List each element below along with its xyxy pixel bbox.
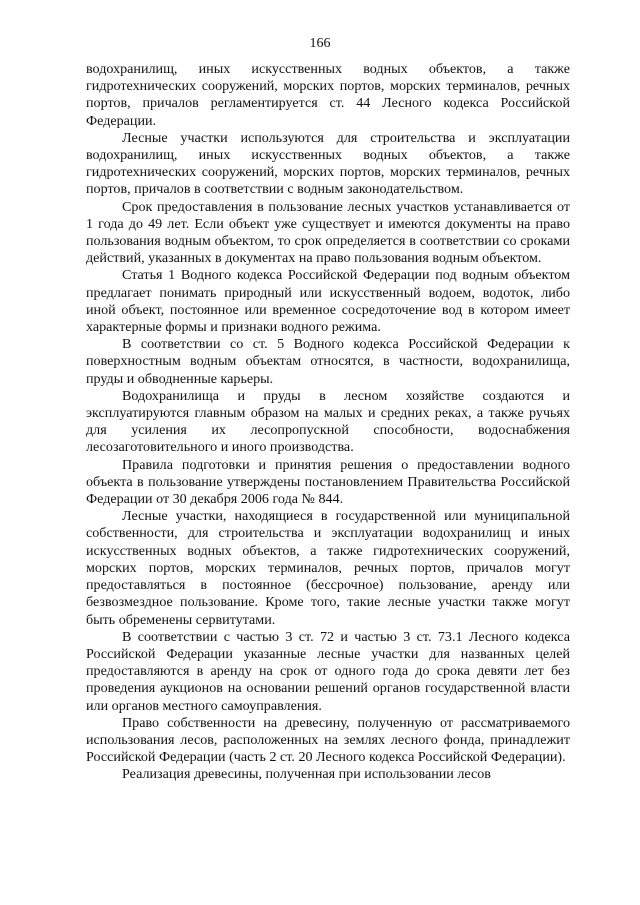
paragraph: Статья 1 Водного кодекса Российской Федерации под водным объектом предлагает понимать природный или искусственный водоем, водоток, либо иной объект, постоянное или временное сосредоточение вод в котором имеет характерные формы и признаки водного режима. <box>86 267 570 336</box>
paragraph: Водохранилища и пруды в лесном хозяйстве создаются и эксплуатируются главным образом на малых и средних реках, а также ручьях для усиления их лесопропускной способности, водоснабжения лесозаготовительного и иного производства. <box>86 387 570 456</box>
paragraph: В соответствии со ст. 5 Водного кодекса Российской Федерации к поверхностным водным объектам относятся, в частности, водохранилища, пруды и обводненные карьеры. <box>86 336 570 387</box>
body-text <box>86 61 570 784</box>
paragraph: Срок предоставления в пользование лесных участков устанавливается от 1 года до 49 лет. Если объект уже существует и имеются документы на право пользования водным объектом, то срок определяется в соответствии со сроками действий, указанных в документах на право пользования водным объектом. <box>86 198 570 267</box>
paragraph: водохранилищ, иных искусственных водных объектов, а также гидротехнических сооружений, морских портов, морских терминалов, речных портов, причалов регламентируется ст. 44 Лесного кодекса Российской Федерации. <box>86 61 570 129</box>
page-number: 166 <box>309 36 331 51</box>
paragraph: В соответствии с частью 3 ст. 72 и частью 3 ст. 73.1 Лесного кодекса Российской Федерации указанные лесные участки для названных целей предоставляются в аренду на срок от одного года до срока девяти лет без проведения аукционов на основании решений органов государственной власти или органов местного самоуправления. <box>86 628 570 714</box>
paragraph: Правила подготовки и принятия решения о предоставлении водного объекта в пользование утверждены постановлением Правительства Российской Федерации от 30 декабря 2006 года № 844. <box>86 456 570 508</box>
paragraph: Лесные участки используются для строительства и эксплуатации водохранилищ, иных искусственных водных объектов, а также гидротехнических сооружений, морских портов, морских терминалов, речных портов, причалов в соответствии с водным законодательством. <box>86 129 570 198</box>
paragraph: Лесные участки, находящиеся в государственной или муниципальной собственности, для строительства и эксплуатации водохранилищ и иных искусственных водных объектов, а также гидротехнических сооружений, морских портов, морских терминалов, речных портов, причалов могут предоставляться в постоянное (бессрочное) пользование, аренду или безвозмездное пользование. Кроме того, такие лесные участки также могут быть обременены сервитутами. <box>86 508 570 628</box>
paragraph: Реализация древесины, полученная при использовании лесов <box>122 766 491 783</box>
paragraph: Право собственности на древесину, полученную от рассматриваемого использования лесов, расположенных на землях лесного фонда, принадлежит Российской Федерации (часть 2 ст. 20 Лесного кодекса Российской Федерации). <box>86 714 570 766</box>
